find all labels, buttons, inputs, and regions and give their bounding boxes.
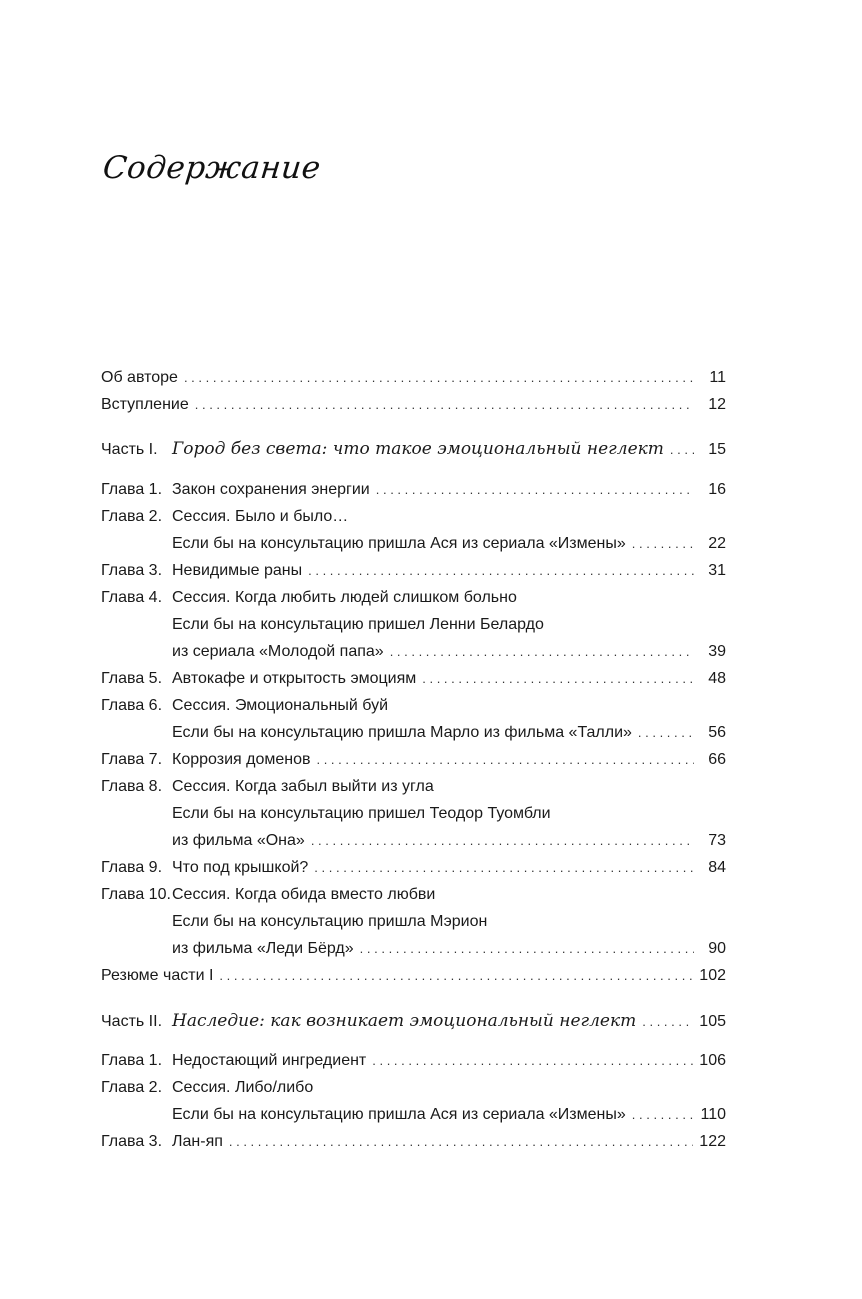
toc-page-number: 122 (699, 1133, 726, 1150)
toc-entry (101, 694, 726, 718)
toc-dot-leader (638, 721, 694, 745)
toc-dot-leader (219, 964, 693, 988)
toc-entry (101, 721, 726, 745)
toc-entry (101, 1049, 726, 1073)
toc-entry-title: Если бы на консультацию пришел Ленни Белардо (172, 616, 544, 633)
toc-entry-label: Глава 7. (101, 751, 163, 768)
toc-entry (101, 775, 726, 799)
toc-part-title: Город без света: что такое эмоциональный неглект (172, 439, 664, 459)
toc-entry (101, 505, 726, 529)
toc-entry-title: Если бы на консультацию пришел Теодор Туомбли (172, 805, 551, 822)
toc-page-number: 15 (708, 441, 726, 458)
toc-entry-label: Глава 3. (101, 562, 163, 579)
toc-page-number: 48 (708, 670, 726, 687)
toc-entry-title: Если бы на консультацию пришла Мэрион (172, 913, 488, 930)
toc-page-number: 12 (708, 396, 726, 413)
toc-dot-leader (314, 856, 694, 880)
toc-dot-leader (229, 1130, 693, 1154)
toc-entry (101, 667, 726, 691)
toc-entry-label: Часть I. (101, 441, 158, 458)
toc-dot-leader (390, 640, 694, 664)
toc-entry (101, 393, 726, 417)
toc-dot-leader (308, 559, 694, 583)
toc-page-number: 106 (699, 1052, 726, 1069)
toc-entry (101, 802, 726, 826)
toc-entry-label: Глава 1. (101, 481, 163, 498)
toc-entry (101, 829, 726, 853)
toc-page-number: 73 (708, 832, 726, 849)
toc-entry-title: Сессия. Когда забыл выйти из угла (172, 778, 434, 795)
toc-entry-label: Глава 3. (101, 1133, 163, 1150)
page-title: Содержание (101, 150, 323, 186)
toc-entry-title: Сессия. Когда обида вместо любви (172, 886, 436, 903)
toc-entry-title: Лан-яп (172, 1133, 223, 1150)
toc-entry (101, 883, 726, 907)
toc-entry-title: Что под крышкой? (172, 859, 309, 876)
toc-entry-label: Глава 5. (101, 670, 163, 687)
toc-entry-title: Недостающий ингредиент (172, 1052, 367, 1069)
toc-entry-label: Глава 10. (101, 886, 171, 903)
toc-entry-label: Глава 8. (101, 778, 163, 795)
toc-page-number: 110 (700, 1106, 726, 1123)
toc-entry (101, 1103, 726, 1127)
toc-entry-title: Коррозия доменов (172, 751, 311, 768)
toc-entry (101, 640, 726, 664)
toc-dot-leader (372, 1049, 693, 1073)
toc-dot-leader (376, 478, 694, 502)
toc-dot-leader (642, 1010, 693, 1034)
toc-entry-title: Закон сохранения энергии (172, 481, 370, 498)
toc-entry-title: Сессия. Либо/либо (172, 1079, 314, 1096)
toc-page-number: 31 (708, 562, 726, 579)
toc-entry-title: Если бы на консультацию пришла Ася из сериала «Измены» (172, 535, 626, 552)
toc-entry-label: Глава 2. (101, 1079, 163, 1096)
toc-dot-leader (184, 366, 694, 390)
toc-entry-title: Резюме части I (101, 967, 214, 984)
toc-entry-label: Часть II. (101, 1013, 163, 1030)
toc-entry-title: из фильма «Она» (172, 832, 305, 849)
toc-entry (101, 532, 726, 556)
toc-entry-label: Глава 4. (101, 589, 163, 606)
toc-page-number: 105 (699, 1013, 726, 1030)
toc-entry-title: Если бы на консультацию пришла Марло из фильма «Талли» (172, 724, 632, 741)
toc-dot-leader (316, 748, 694, 772)
toc-page-number: 16 (708, 481, 726, 498)
toc-entry-label: Глава 2. (101, 508, 163, 525)
toc-entry (101, 1009, 726, 1033)
toc-page-number: 102 (699, 967, 726, 984)
toc-page-number: 39 (708, 643, 726, 660)
toc-entry-title: Сессия. Когда любить людей слишком больно (172, 589, 517, 606)
toc-entry (101, 613, 726, 637)
toc-entry-title: Сессия. Эмоциональный буй (172, 697, 389, 714)
toc-entry-title: из сериала «Молодой папа» (172, 643, 384, 660)
toc-entry (101, 1076, 726, 1100)
toc-entry (101, 559, 726, 583)
toc-page-number: 84 (708, 859, 726, 876)
toc-dot-leader (670, 438, 694, 462)
toc-entry-label: Глава 1. (101, 1052, 163, 1069)
toc-entry (101, 366, 726, 390)
toc-dot-leader (311, 829, 694, 853)
toc-entry (101, 937, 726, 961)
toc-entry (101, 1130, 726, 1154)
toc-entry-title: Об авторе (101, 369, 178, 386)
toc-entry (101, 586, 726, 610)
toc-dot-leader (632, 1103, 694, 1127)
toc-dot-leader (422, 667, 694, 691)
toc-page-number: 66 (708, 751, 726, 768)
toc-entry (101, 748, 726, 772)
toc-part-title: Наследие: как возникает эмоциональный неглект (172, 1011, 637, 1031)
toc-entry-label: Глава 6. (101, 697, 163, 714)
toc-entry (101, 437, 726, 461)
toc-entry (101, 964, 726, 988)
toc-entry-title: Если бы на консультацию пришла Ася из сериала «Измены» (172, 1106, 626, 1123)
toc-dot-leader (360, 937, 694, 961)
toc-page-number: 22 (708, 535, 726, 552)
toc-dot-leader (195, 393, 694, 417)
toc-entry-title: Сессия. Было и было… (172, 508, 349, 525)
toc-entry-title: Невидимые раны (172, 562, 303, 579)
toc-entry (101, 478, 726, 502)
toc-entry-label: Глава 9. (101, 859, 163, 876)
toc-page-number: 90 (708, 940, 726, 957)
toc-dot-leader (632, 532, 694, 556)
toc-page-number: 56 (708, 724, 726, 741)
toc-entry-title: из фильма «Леди Бёрд» (172, 940, 354, 957)
toc-entry (101, 910, 726, 934)
toc-page-number: 11 (709, 369, 726, 386)
toc-entry-title: Вступление (101, 396, 189, 413)
toc-entry-title: Автокафе и открытость эмоциям (172, 670, 417, 687)
toc-entry (101, 856, 726, 880)
